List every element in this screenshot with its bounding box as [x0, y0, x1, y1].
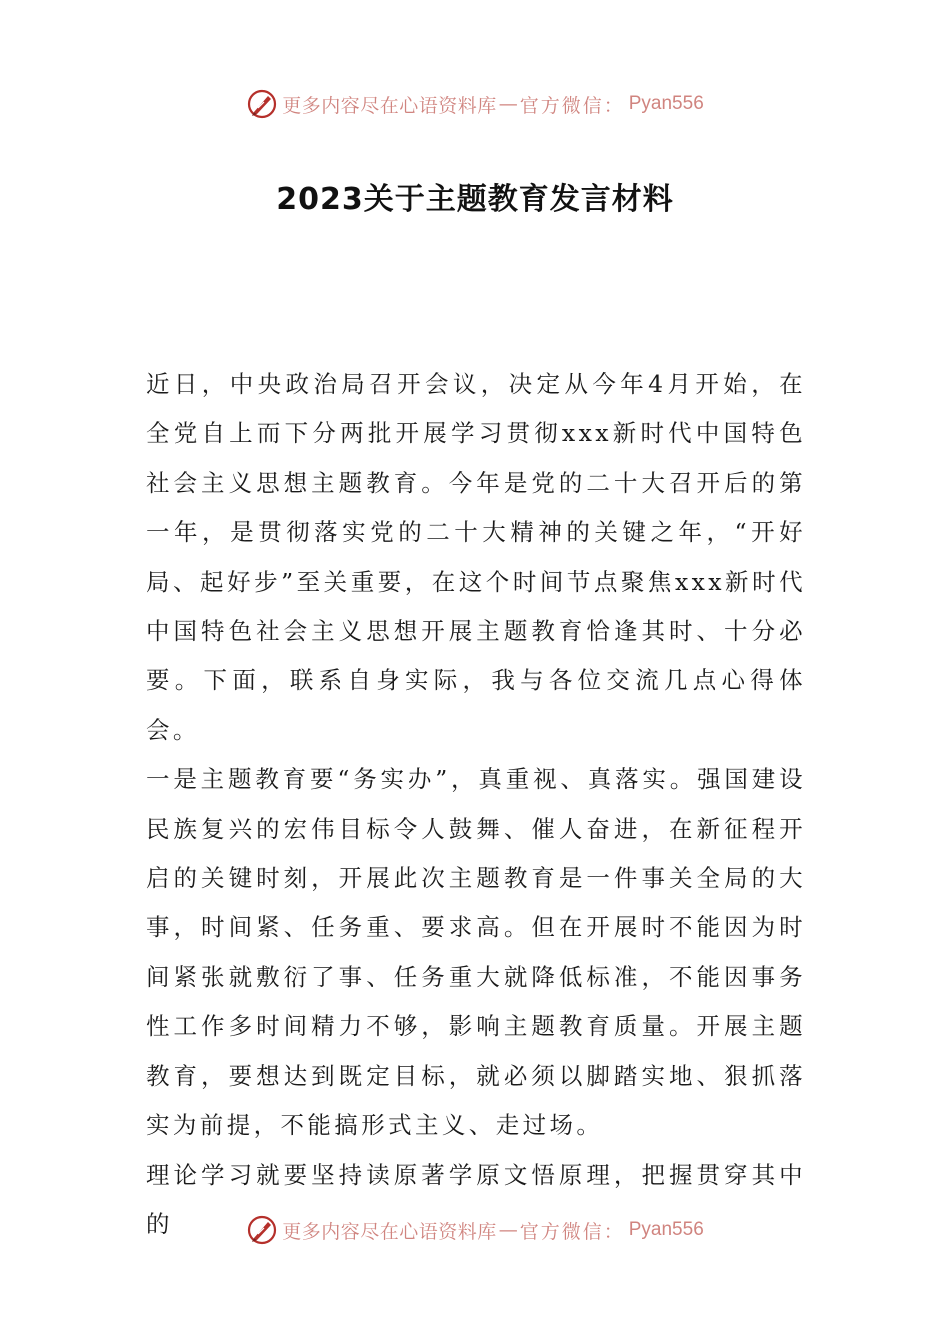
header-watermark: [0, 84, 950, 124]
watermark-brand-text: 更多内容尽在心语资料库: [282, 94, 497, 117]
watermark-dash: —: [498, 1219, 518, 1241]
document-body: [146, 360, 806, 1249]
paragraph-point-one: 一是主题教育要“务实办”，真重视、真落实。强国建设民族复兴的宏伟目标令人鼓舞、催人奋进，在新征程开启的关键时刻，开展此次主题教育是一件事关全局的大事，时间紧、任务重、要求高。但在开展时不能因为时间紧张就敷衍了事、任务重大就降低标准，不能因事务性工作多时间精力不够，影响主题教育质量。开展主题教育，要想达到既定目标，就必须以脚踏实地、狠抓落实为前提，不能搞形式主义、走过场。: [146, 765, 806, 1140]
watermark-wechat-id: Pyan556: [628, 93, 704, 114]
watermark-dash: —: [498, 93, 518, 115]
watermark-official-label: 官方微信：: [519, 94, 625, 117]
paragraph-intro: 近日，中央政治局召开会议，决定从今年4月开始，在全党自上而下分两批开展学习贯彻xxx新时代中国特色社会主义思想主题教育。今年是党的二十大召开后的第一年，是贯彻落实党的二十大精神的关键之年，“开好局、起好步”至关重要，在这个时间节点聚焦xxx新时代中国特色社会主义思想开展主题教育恰逢其时、十分必要。下面，联系自身实际，我与各位交流几点心得体会。: [146, 370, 806, 744]
document-title: 2023关于主题教育发言材料: [276, 182, 674, 217]
paragraph-theory-study: 理论学习就要坚持读原著学原文悟原理，把握贯穿其中的: [146, 1160, 806, 1238]
quill-pen-seal-icon: [246, 1214, 278, 1246]
watermark-wechat-id: Pyan556: [628, 1219, 704, 1240]
footer-watermark: [0, 1210, 950, 1250]
watermark-official-label: 官方微信：: [519, 1220, 625, 1243]
watermark-brand-text: 更多内容尽在心语资料库: [282, 1220, 497, 1243]
quill-pen-seal-icon: [246, 88, 278, 120]
